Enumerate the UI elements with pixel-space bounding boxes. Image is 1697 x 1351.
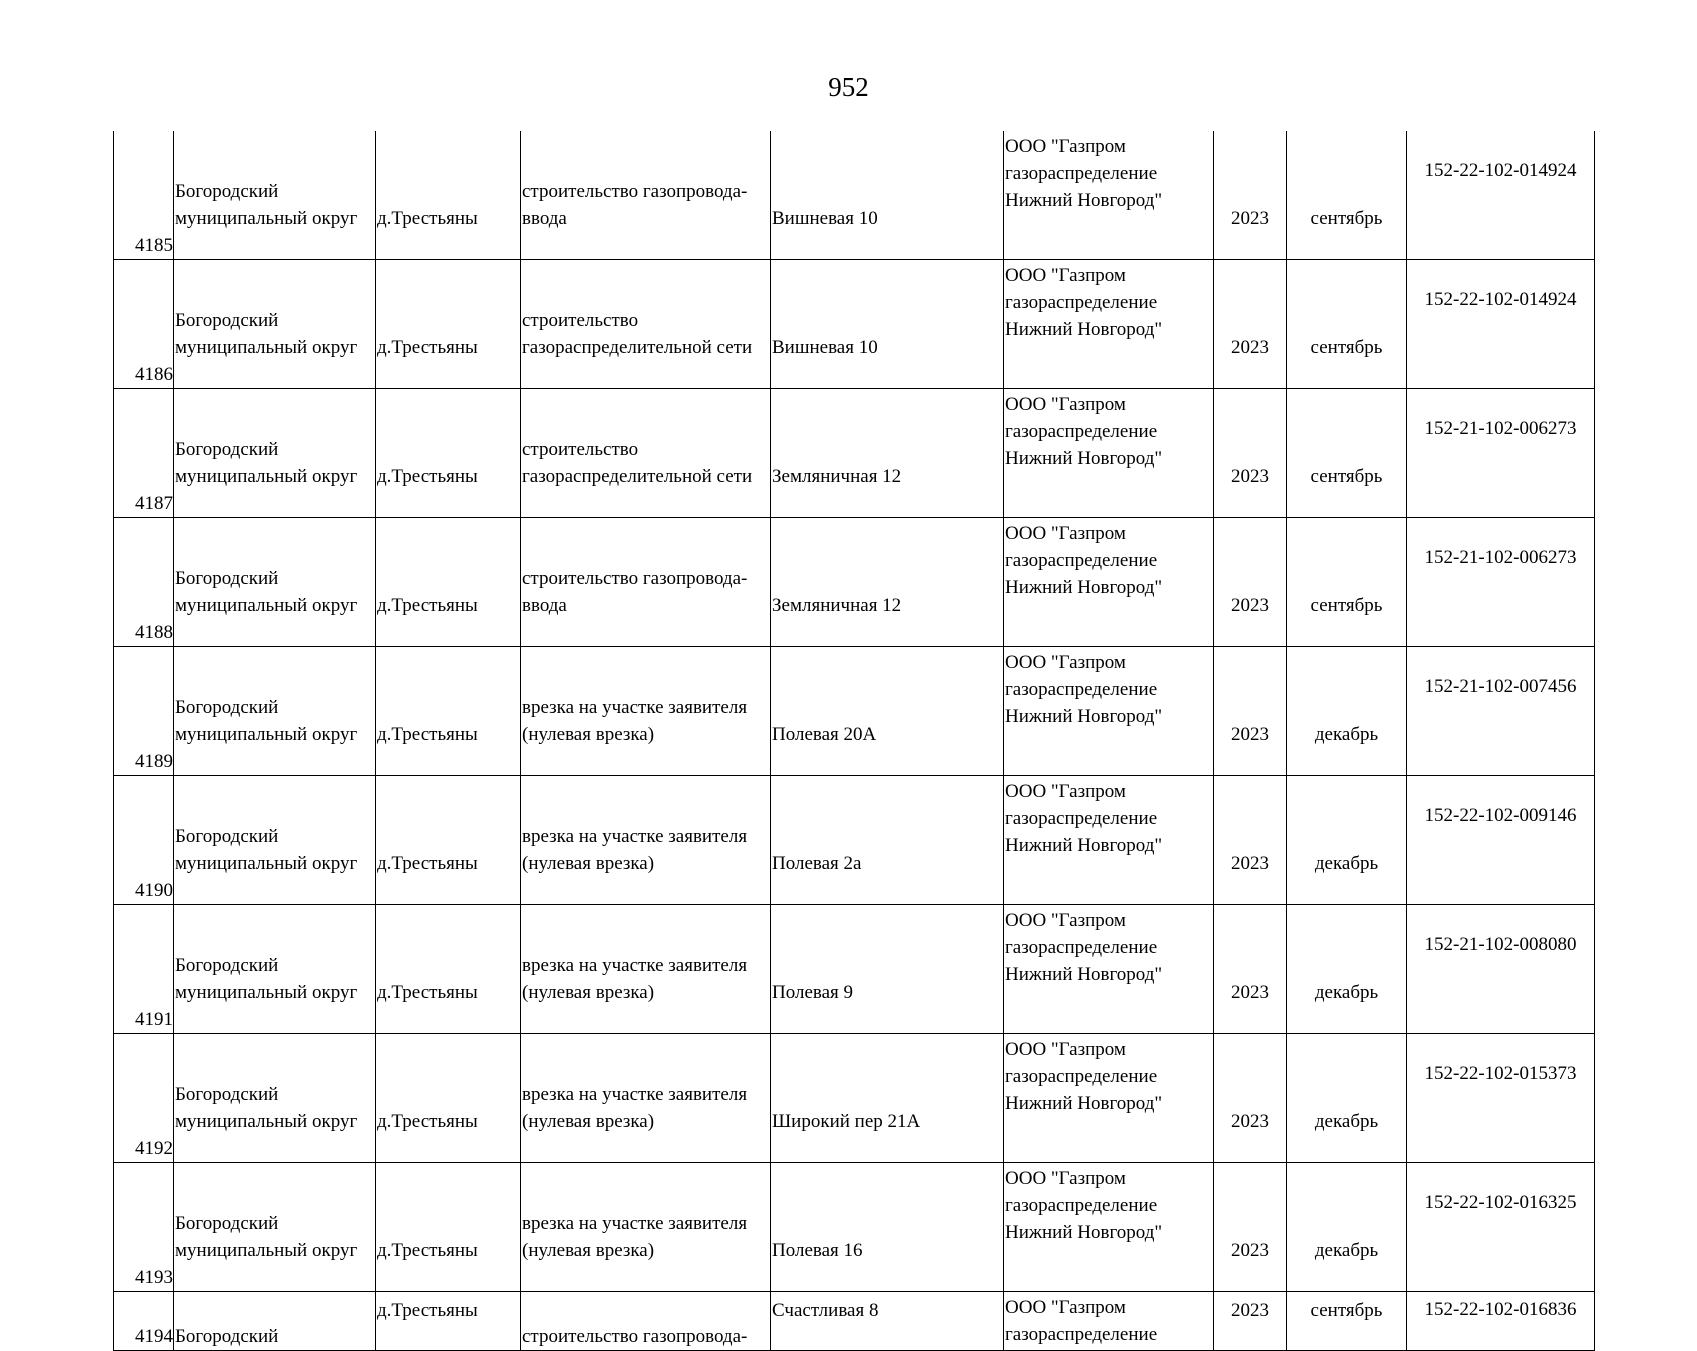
work-type-cell: врезка на участке заявителя (нулевая врезка) [521, 905, 771, 1034]
row-number-cell: 4185 [114, 131, 174, 260]
table-row [114, 260, 1595, 389]
work-type-cell: врезка на участке заявителя (нулевая врезка) [521, 647, 771, 776]
organization-cell: ООО "Газпром газораспределение Нижний Новгород" [1004, 776, 1214, 905]
organization-cell: ООО "Газпром газораспределение Нижний Новгород" [1004, 389, 1214, 518]
row-number-cell: 4187 [114, 389, 174, 518]
locality-cell: д.Трестьяны [376, 1292, 521, 1351]
organization-cell: ООО "Газпром газораспределение Нижний Новгород" [1004, 1034, 1214, 1163]
address-cell: Полевая 2а [771, 776, 1004, 905]
organization-cell: ООО "Газпром газораспределение Нижний Новгород" [1004, 647, 1214, 776]
district-cell: Богородский муниципальный округ [174, 776, 376, 905]
row-number-cell: 4193 [114, 1163, 174, 1292]
year-cell: 2023 [1214, 647, 1287, 776]
address-cell: Земляничная 12 [771, 389, 1004, 518]
locality-cell: д.Трестьяны [376, 905, 521, 1034]
application-code-cell: 152-22-102-009146 [1407, 776, 1595, 905]
application-code-cell: 152-22-102-014924 [1407, 260, 1595, 389]
locality-cell: д.Трестьяны [376, 1163, 521, 1292]
work-type-cell: строительство газопровода- ввода [521, 518, 771, 647]
application-code-cell: 152-21-102-006273 [1407, 389, 1595, 518]
locality-cell: д.Трестьяны [376, 131, 521, 260]
address-cell: Полевая 16 [771, 1163, 1004, 1292]
organization-cell: ООО "Газпром газораспределение Нижний Новгород" [1004, 131, 1214, 260]
locality-cell: д.Трестьяны [376, 518, 521, 647]
row-number-cell: 4192 [114, 1034, 174, 1163]
row-number-cell: 4190 [114, 776, 174, 905]
row-number-cell: 4191 [114, 905, 174, 1034]
table-row [114, 518, 1595, 647]
district-cell: Богородский [174, 1292, 376, 1351]
table-row [114, 131, 1595, 260]
year-cell: 2023 [1214, 776, 1287, 905]
locality-cell: д.Трестьяны [376, 1034, 521, 1163]
district-cell: Богородский муниципальный округ [174, 518, 376, 647]
month-cell: сентябрь [1287, 389, 1407, 518]
district-cell: Богородский муниципальный округ [174, 1163, 376, 1292]
year-cell: 2023 [1214, 389, 1287, 518]
district-cell: Богородский муниципальный округ [174, 389, 376, 518]
organization-cell: ООО "Газпром газораспределение [1004, 1292, 1214, 1351]
table-body [114, 131, 1595, 1351]
table-row [114, 389, 1595, 518]
locality-cell: д.Трестьяны [376, 647, 521, 776]
month-cell: декабрь [1287, 1163, 1407, 1292]
organization-cell: ООО "Газпром газораспределение Нижний Новгород" [1004, 518, 1214, 647]
address-cell: Вишневая 10 [771, 260, 1004, 389]
work-type-cell: строительство газораспределительной сети [521, 389, 771, 518]
month-cell: декабрь [1287, 776, 1407, 905]
application-code-cell: 152-21-102-006273 [1407, 518, 1595, 647]
month-cell: декабрь [1287, 905, 1407, 1034]
year-cell: 2023 [1214, 1034, 1287, 1163]
row-number-cell: 4194 [114, 1292, 174, 1351]
table-row [114, 776, 1595, 905]
month-cell: сентябрь [1287, 518, 1407, 647]
locality-cell: д.Трестьяны [376, 776, 521, 905]
table-row [114, 905, 1595, 1034]
district-cell: Богородский муниципальный округ [174, 260, 376, 389]
work-type-cell: строительство газопровода- ввода [521, 131, 771, 260]
district-cell: Богородский муниципальный округ [174, 905, 376, 1034]
address-cell: Земляничная 12 [771, 518, 1004, 647]
month-cell: сентябрь [1287, 1292, 1407, 1351]
month-cell: декабрь [1287, 647, 1407, 776]
year-cell: 2023 [1214, 260, 1287, 389]
address-cell: Полевая 9 [771, 905, 1004, 1034]
application-code-cell: 152-21-102-007456 [1407, 647, 1595, 776]
year-cell: 2023 [1214, 518, 1287, 647]
year-cell: 2023 [1214, 1163, 1287, 1292]
year-cell: 2023 [1214, 131, 1287, 260]
work-type-cell: врезка на участке заявителя (нулевая врезка) [521, 1034, 771, 1163]
month-cell: декабрь [1287, 1034, 1407, 1163]
application-code-cell: 152-22-102-015373 [1407, 1034, 1595, 1163]
district-cell: Богородский муниципальный округ [174, 131, 376, 260]
table-row [114, 1292, 1595, 1351]
row-number-cell: 4186 [114, 260, 174, 389]
row-number-cell: 4188 [114, 518, 174, 647]
page-number: 952 [828, 72, 869, 102]
address-cell: Полевая 20А [771, 647, 1004, 776]
work-type-cell: строительство газораспределительной сети [521, 260, 771, 389]
month-cell: сентябрь [1287, 260, 1407, 389]
application-code-cell: 152-22-102-014924 [1407, 131, 1595, 260]
organization-cell: ООО "Газпром газораспределение Нижний Новгород" [1004, 260, 1214, 389]
address-cell: Широкий пер 21А [771, 1034, 1004, 1163]
table-row [114, 647, 1595, 776]
work-type-cell: врезка на участке заявителя (нулевая врезка) [521, 776, 771, 905]
table-row [114, 1034, 1595, 1163]
address-cell: Вишневая 10 [771, 131, 1004, 260]
district-cell: Богородский муниципальный округ [174, 647, 376, 776]
application-code-cell: 152-22-102-016836 [1407, 1292, 1595, 1351]
year-cell: 2023 [1214, 1292, 1287, 1351]
district-cell: Богородский муниципальный округ [174, 1034, 376, 1163]
month-cell: сентябрь [1287, 131, 1407, 260]
organization-cell: ООО "Газпром газораспределение Нижний Новгород" [1004, 1163, 1214, 1292]
locality-cell: д.Трестьяны [376, 260, 521, 389]
application-code-cell: 152-22-102-016325 [1407, 1163, 1595, 1292]
work-type-cell: строительство газопровода- [521, 1292, 771, 1351]
work-type-cell: врезка на участке заявителя (нулевая врезка) [521, 1163, 771, 1292]
application-code-cell: 152-21-102-008080 [1407, 905, 1595, 1034]
address-cell: Счастливая 8 [771, 1292, 1004, 1351]
year-cell: 2023 [1214, 905, 1287, 1034]
gasification-table [113, 131, 1595, 1351]
row-number-cell: 4189 [114, 647, 174, 776]
locality-cell: д.Трестьяны [376, 389, 521, 518]
table-row [114, 1163, 1595, 1292]
organization-cell: ООО "Газпром газораспределение Нижний Новгород" [1004, 905, 1214, 1034]
